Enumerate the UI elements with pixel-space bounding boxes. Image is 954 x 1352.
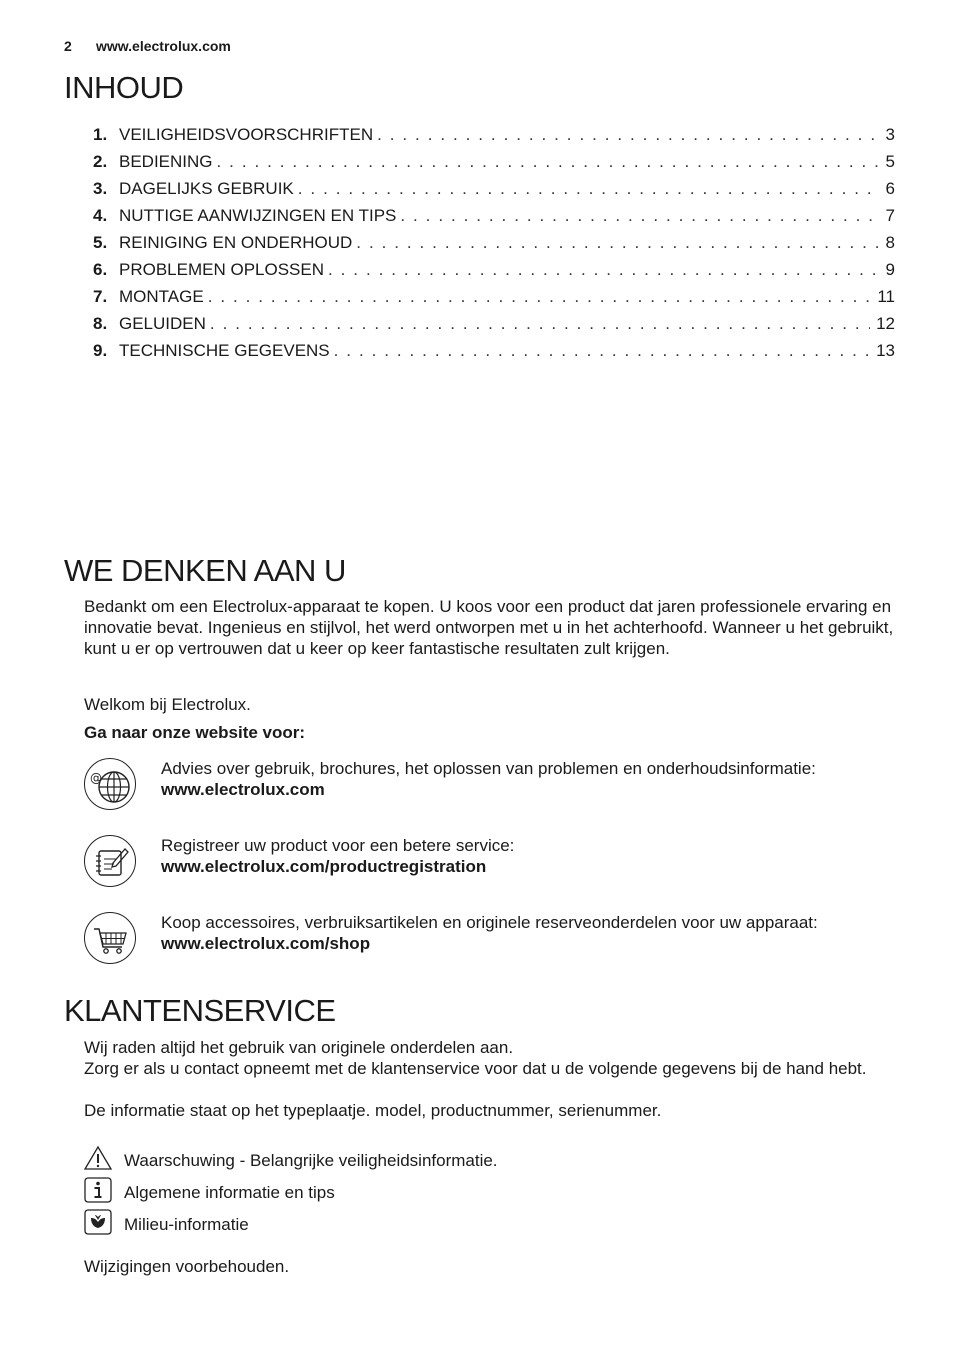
- toc-item[interactable]: [93, 152, 895, 179]
- toc-item-title: REINIGING EN ONDERHOUD: [119, 233, 353, 252]
- toc-item-number: 1.: [93, 125, 108, 144]
- toc-item-number: 3.: [93, 179, 108, 198]
- globe-at-icon: [84, 758, 136, 810]
- website-heading: Ga naar onze website voor:: [84, 723, 306, 742]
- table-of-contents: [93, 125, 895, 368]
- website-link-url[interactable]: www.electrolux.com: [161, 780, 325, 799]
- footer-note: Wijzigingen voorbehouden.: [84, 1257, 290, 1276]
- toc-item[interactable]: [93, 287, 895, 314]
- shopping-cart-icon: [84, 912, 136, 964]
- toc-item[interactable]: [93, 260, 895, 287]
- toc-item-page: 7: [885, 206, 895, 225]
- toc-item[interactable]: [93, 125, 895, 152]
- intro-paragraph: Bedankt om een Electrolux-apparaat te kopen. U koos voor een product dat jaren professionele ervaring en innovatie bevat. Ingenieus en stijlvol, het werd ontworpen met u in het achterhoofd. Wanneer u het gebruikt, kunt u er op vertrouwen dat u keer op keer fantastische resultaten zult krijgen.: [84, 597, 894, 658]
- registration-notepad-icon: [84, 835, 136, 887]
- service-title: KLANTENSERVICE: [64, 993, 336, 1028]
- toc-item-title: TECHNISCHE GEGEVENS: [119, 341, 330, 360]
- toc-item-number: 4.: [93, 206, 108, 225]
- toc-item-page: 9: [885, 260, 895, 279]
- info-icon: [84, 1177, 112, 1203]
- legend-text: Algemene informatie en tips: [124, 1183, 335, 1202]
- website-link-shop: [84, 912, 894, 970]
- toc-item[interactable]: [93, 314, 895, 341]
- toc-item-title: BEDIENING: [119, 152, 213, 171]
- website-link-url[interactable]: www.electrolux.com/productregistration: [161, 857, 487, 876]
- service-line-2: Zorg er als u contact opneemt met de klantenservice voor dat u de volgende gegevens bij de hand hebt.: [84, 1059, 867, 1078]
- toc-item[interactable]: [93, 179, 895, 206]
- toc-item[interactable]: [93, 206, 895, 233]
- environment-leaf-icon: [84, 1209, 112, 1235]
- toc-item[interactable]: [93, 341, 895, 368]
- toc-item-number: 2.: [93, 152, 108, 171]
- thinking-title: WE DENKEN AAN U: [64, 553, 346, 588]
- toc-item-title: VEILIGHEIDSVOORSCHRIFTEN: [119, 125, 374, 144]
- toc-leader: [208, 287, 872, 307]
- legend-text: Waarschuwing - Belangrijke veiligheidsinformatie.: [124, 1151, 498, 1170]
- toc-leader: [377, 125, 879, 145]
- welcome-text: Welkom bij Electrolux.: [84, 695, 251, 714]
- toc-item-title: GELUIDEN: [119, 314, 206, 333]
- warning-triangle-icon: [84, 1145, 112, 1171]
- service-line-3: De informatie staat op het typeplaatje. model, productnummer, serienummer.: [84, 1101, 662, 1120]
- toc-item-number: 7.: [93, 287, 108, 306]
- toc-item-number: 9.: [93, 341, 108, 360]
- toc-leader: [210, 314, 870, 334]
- header-website[interactable]: www.electrolux.com: [96, 38, 231, 54]
- toc-item-title: PROBLEMEN OPLOSSEN: [119, 260, 325, 279]
- toc-item-number: 6.: [93, 260, 108, 279]
- legend-text: Milieu-informatie: [124, 1215, 249, 1234]
- website-link-support: [84, 758, 894, 816]
- website-link-text: Advies over gebruik, brochures, het oplossen van problemen en onderhoudsinformatie:: [161, 759, 816, 778]
- toc-leader: [400, 206, 879, 226]
- toc-item-page: 6: [885, 179, 895, 198]
- toc-leader: [356, 233, 879, 253]
- service-line-1: Wij raden altijd het gebruik van originele onderdelen aan.: [84, 1038, 514, 1057]
- toc-item-page: 11: [877, 287, 895, 306]
- toc-item-title: NUTTIGE AANWIJZINGEN EN TIPS: [119, 206, 397, 225]
- website-link-text: Registreer uw product voor een betere service:: [161, 836, 515, 855]
- toc-item-page: 13: [876, 341, 895, 360]
- svg-text:@: @: [90, 771, 102, 785]
- toc-item-number: 5.: [93, 233, 108, 252]
- toc-leader: [328, 260, 880, 280]
- toc-leader: [334, 341, 870, 361]
- toc-leader: [217, 152, 880, 172]
- page-number: 2: [64, 38, 72, 54]
- toc-item-page: 3: [885, 125, 895, 144]
- toc-item-title: DAGELIJKS GEBRUIK: [119, 179, 294, 198]
- toc-leader: [298, 179, 880, 199]
- toc-item-title: MONTAGE: [119, 287, 204, 306]
- toc-item[interactable]: [93, 233, 895, 260]
- toc-title: INHOUD: [64, 70, 184, 105]
- toc-item-number: 8.: [93, 314, 108, 333]
- toc-item-page: 5: [885, 152, 895, 171]
- website-link-text: Koop accessoires, verbruiksartikelen en originele reserveonderdelen voor uw apparaat:: [161, 913, 818, 932]
- toc-item-page: 12: [876, 314, 895, 333]
- website-link-registration: [84, 835, 894, 893]
- page-header: [64, 38, 231, 54]
- website-link-url[interactable]: www.electrolux.com/shop: [161, 934, 371, 953]
- toc-item-page: 8: [885, 233, 895, 252]
